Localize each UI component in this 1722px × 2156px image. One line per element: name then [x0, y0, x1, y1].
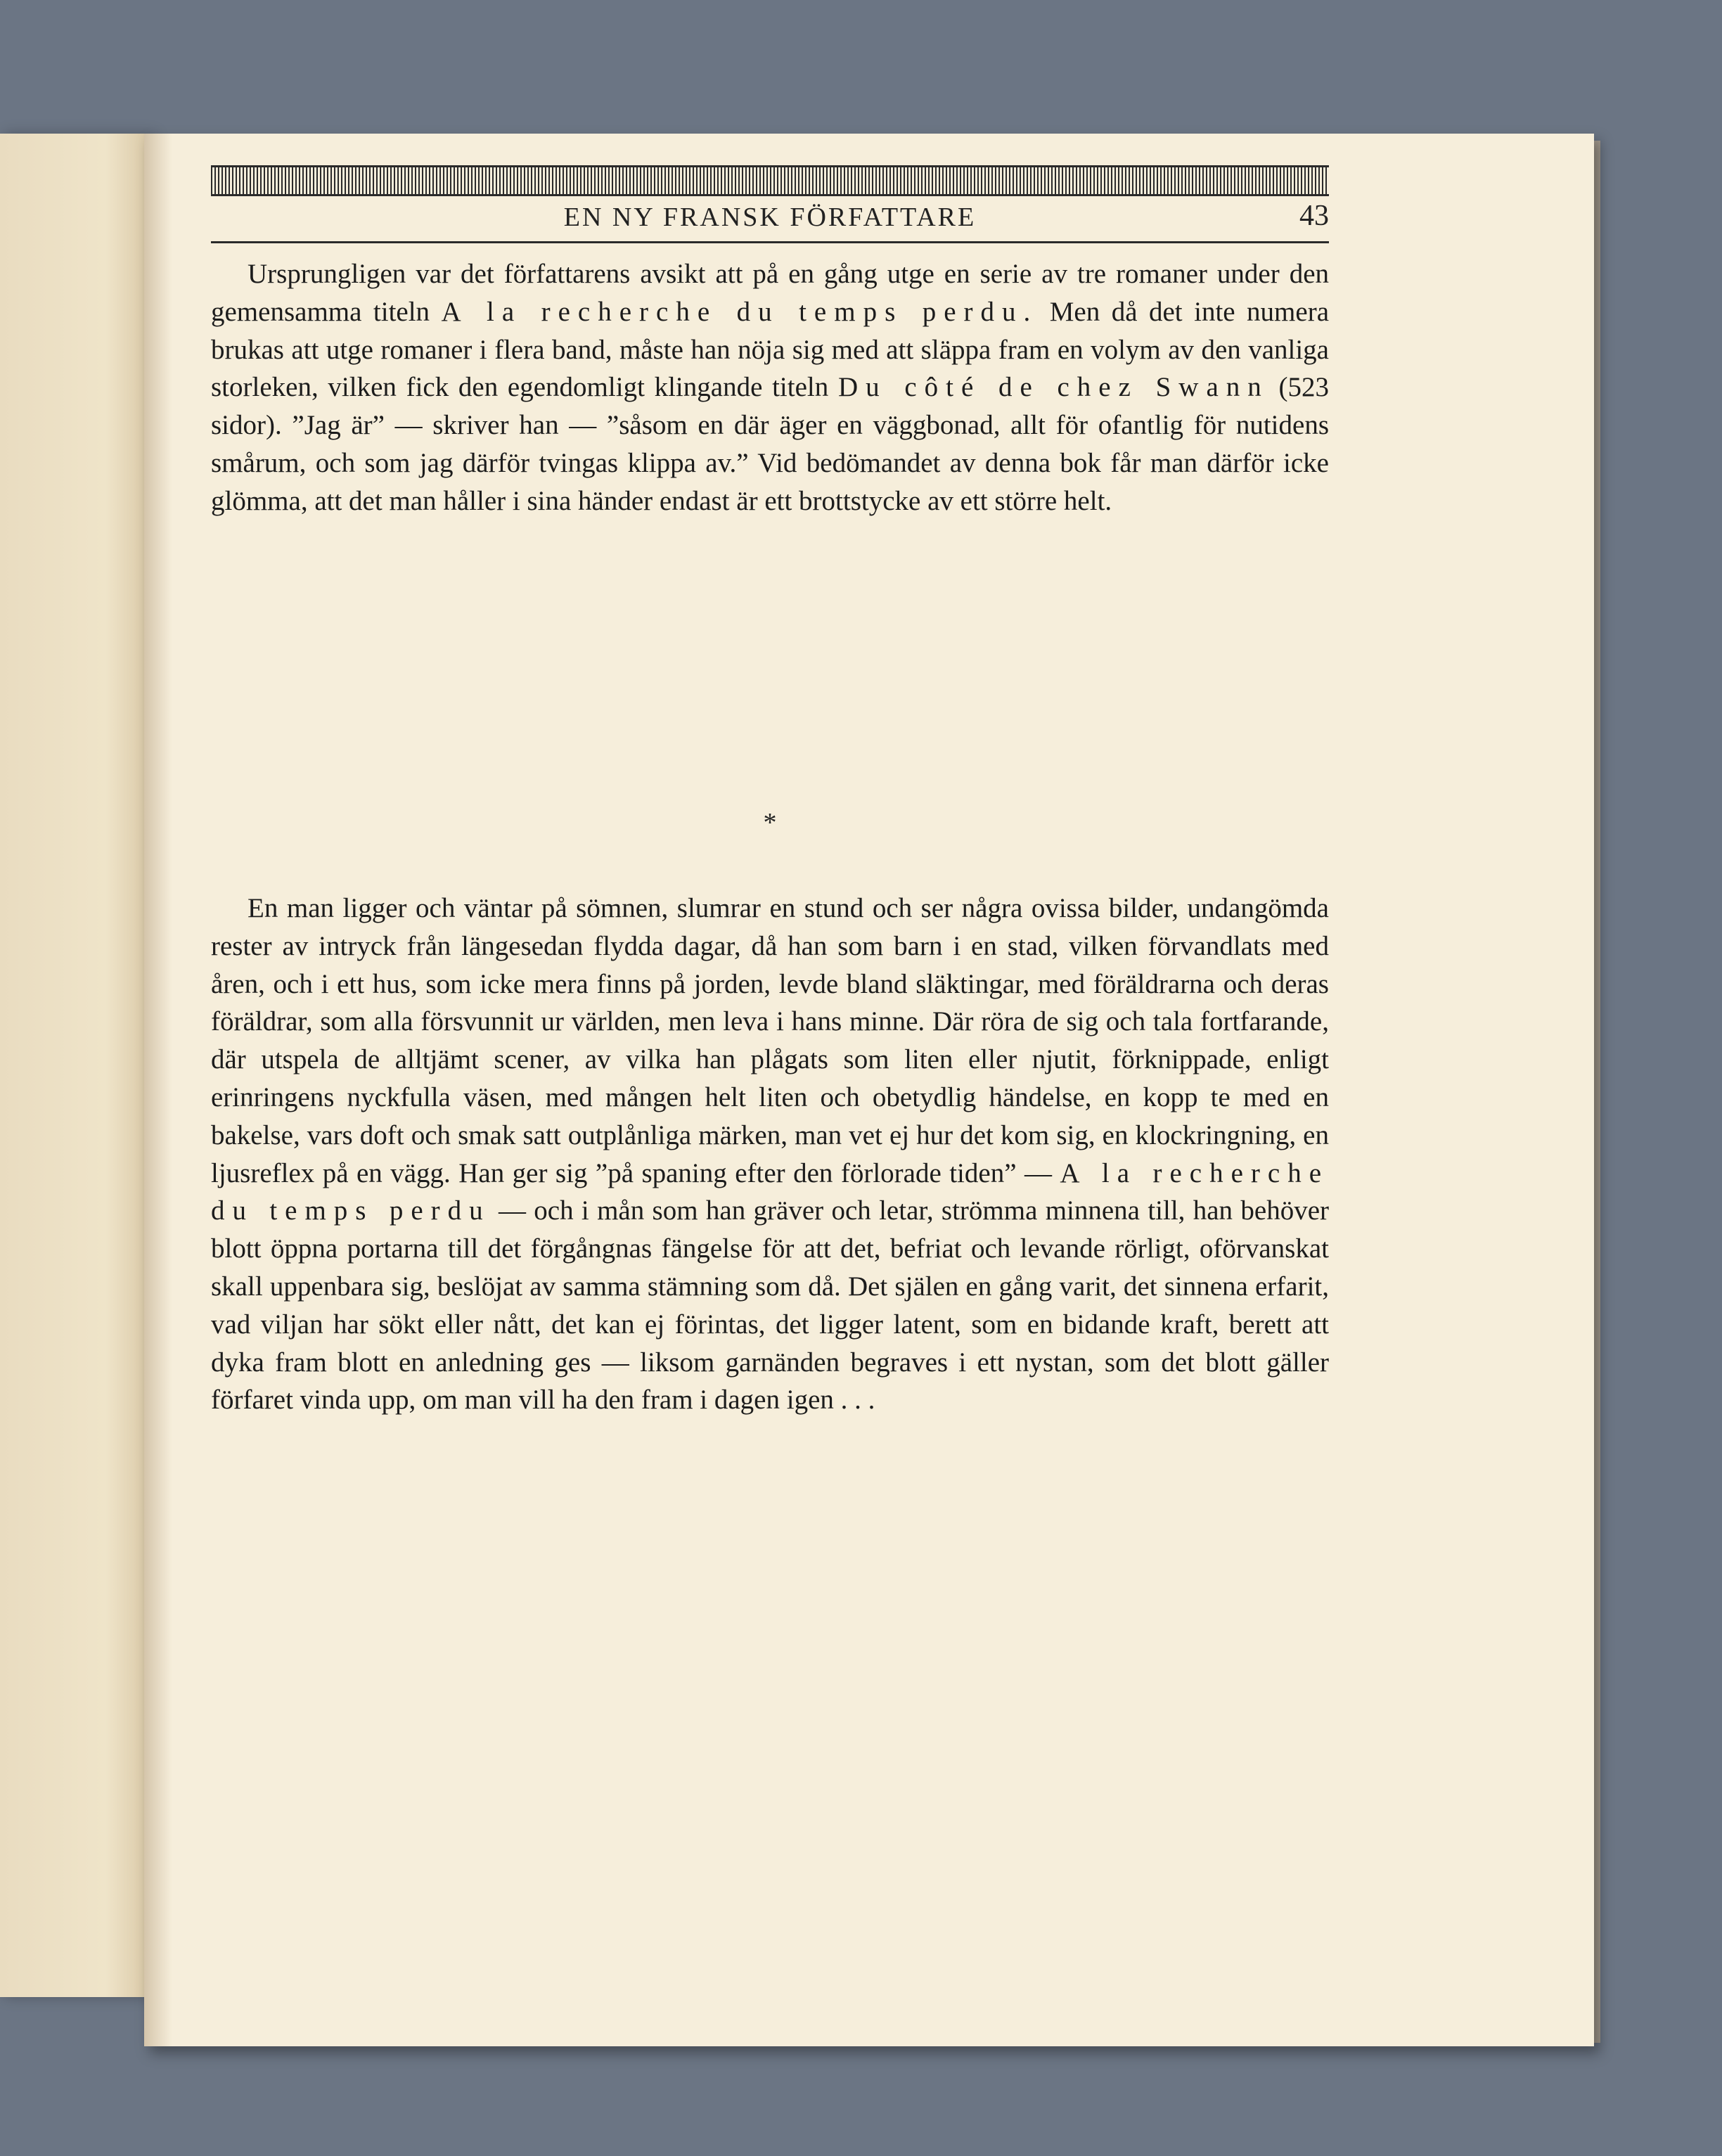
section-separator: *	[763, 808, 777, 838]
facing-page	[0, 134, 151, 1997]
page-number: 43	[1299, 200, 1329, 232]
paragraph-2-text-b: — och i mån som han gräver och letar, strömma minnena till, han behöver blott öppna portarna till det förgångnas fängelse för att det, befriat och levande rörligt, oförvanskat skall uppenbara sig, beslöjat av samma stämning som då. Det själen en gång varit, det sinnena erfarit, vad viljan har sökt eller nått, det kan ej förintas, det ligger latent, som en bidande kraft, berett att dyka fram blott en anledning ges — liksom garnänden begraves i ett nystan, som det blott gäller förfaret vinda upp, om man vill ha den fram i dagen igen . . .	[211, 1195, 1329, 1416]
paragraph-1-text-c: (523 sidor). ”Jag är” — skriver han — ”såsom en där äger en väggbonad, allt för ofantlig för nutidens smårum, och som jag därför tvingas klippa av.” Vid bedömandet av denna bok får man därför icke glömma, att det man håller i sina händer endast är ett brottstycke av ett större helt.	[211, 372, 1329, 516]
header-underline	[211, 241, 1329, 243]
spaced-title-1: A la recherche du temps perdu.	[441, 296, 1039, 327]
paragraph-1-text-b: Men då det inte numera brukas att utge romaner i flera band, måste han nöja sig med att släppa fram en volym av den vanliga storleken, vilken fick den egendomligt klingande titeln	[211, 296, 1330, 403]
paragraph-1-text-a: Ursprungligen var det författarens avsikt att på en gång utge en serie av tre romaner under den gemensamma titeln	[211, 259, 1329, 327]
header-ornamental-rule	[211, 165, 1329, 196]
paragraph-1	[211, 255, 1329, 520]
spaced-title-2: Du côté de chez Swann	[837, 372, 1269, 403]
paragraph-2-text-a: En man ligger och väntar på sömnen, slumrar en stund och ser några ovissa bilder, undangömda rester av intryck från längesedan flydda dagar, då han som barn i en stad, vilken förvandlats med åren, och i ett hus, som icke mera finns på jorden, levde bland släktingar, med föräldrarna och deras föräldrar, som alla försvunnit ur världen, men leva i hans minne. Där röra de sig och tala fortfarande, där utspela de alltjämt scener, av vilka han plågats som liten eller njutit, förknippade, enligt erinringens nyckfulla väsen, med mången helt liten och obetydlig händelse, en kopp te med en bakelse, vars doft och smak satt outplånliga märken, man vet ej hur det kom sig, en klockringning, en ljusreflex på en vägg. Han ger sig ”på spaning efter den förlorade tiden” —	[211, 893, 1329, 1188]
spaced-title-3: A la recherche du temps perdu	[211, 1157, 1330, 1226]
running-title: EN NY FRANSK FÖRFATTARE	[563, 203, 977, 232]
paragraph-2	[211, 890, 1329, 1419]
